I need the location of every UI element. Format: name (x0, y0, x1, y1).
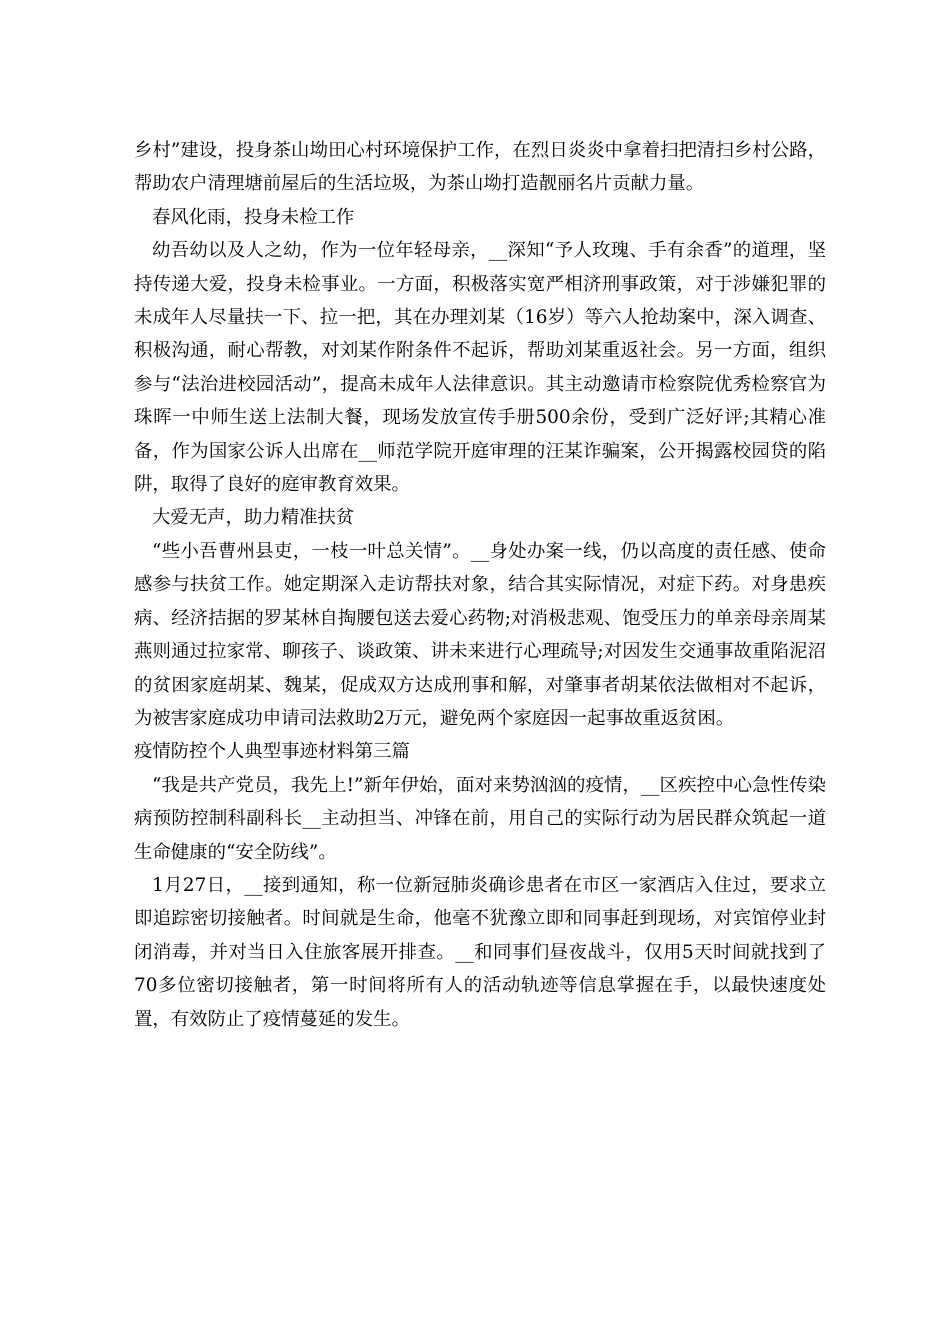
document-page (134, 134, 826, 1036)
paragraph-continuation: 乡村”建设，投身茶山坳田心村环境保护工作，在烈日炎炎中拿着扫把清扫乡村公路，帮助农户清理塘前屋后的生活垃圾，为茶山坳打造靓丽名片贡献力量。 (134, 140, 826, 195)
paragraph-contact-tracing: 1月27日，__接到通知，称一位新冠肺炎确诊患者在市区一家酒店入住过，要求立即追踪密切接触者。时间就是生命，他毫不犹豫立即和同事赶到现场，对宾馆停业封闭消毒，并对当日入住旅客展开排查。__和同事们昼夜战斗，仅用5天时间就找到了70多位密切接触者，第一时间将所有人的活动轨迹等信息掌握在手，以最快速度处置，有效防止了疫情蔓延的发生。 (134, 874, 826, 1030)
section-title-third: 疫情防控个人典型事迹材料第三篇 (134, 741, 410, 763)
paragraph-epidemic-intro: “我是共产党员，我先上!”新年伊始，面对来势汹汹的疫情，__区疾控中心急性传染病预防控制科副科长__主动担当、冲锋在前，用自己的实际行动为居民群众筑起一道生命健康的“安全防线”。 (134, 774, 826, 863)
paragraph-poverty-alleviation: “些小吾曹州县吏，一枝一叶总关情”。__身处办案一线，仍以高度的责任感、使命感参与扶贫工作。她定期深入走访帮扶对象，结合其实际情况，对症下药。对身患疾病、经济拮据的罗某林自掏腰包送去爱心药物;对消极悲观、饱受压力的单亲母亲周某燕则通过拉家常、聊孩子、谈政策、讲未来进行心理疏导;对因发生交通事故重陷泥沼的贫困家庭胡某、魏某，促成双方达成刑事和解，对肇事者胡某依法做相对不起诉，为被害家庭成功申请司法救助2万元，避免两个家庭因一起事故重返贫困。 (134, 540, 826, 729)
paragraph-juvenile-prosecution: 幼吾幼以及人之幼，作为一位年轻母亲，__深知“予人玫瑰、手有余香”的道理，坚持传递大爱，投身未检事业。一方面，积极落实宽严相济刑事政策，对于涉嫌犯罪的未成年人尽量扶一下、拉一把，其在办理刘某（16岁）等六人抢劫案中，深入调查、积极沟通，耐心帮教，对刘某作附条件不起诉，帮助刘某重返社会。另一方面，组织参与“法治进校园活动”，提高未成年人法律意识。其主动邀请市检察院优秀检察官为珠晖一中师生送上法制大餐，现场发放宣传手册500余份，受到广泛好评;其精心准备，作为国家公诉人出席在__师范学院开庭审理的汪某诈骗案，公开揭露校园贷的陷阱，取得了良好的庭审教育效果。 (134, 240, 826, 496)
subheading-juvenile-prosecution: 春风化雨，投身未检工作 (152, 206, 355, 228)
subheading-poverty-alleviation: 大爱无声，助力精准扶贫 (152, 507, 355, 529)
